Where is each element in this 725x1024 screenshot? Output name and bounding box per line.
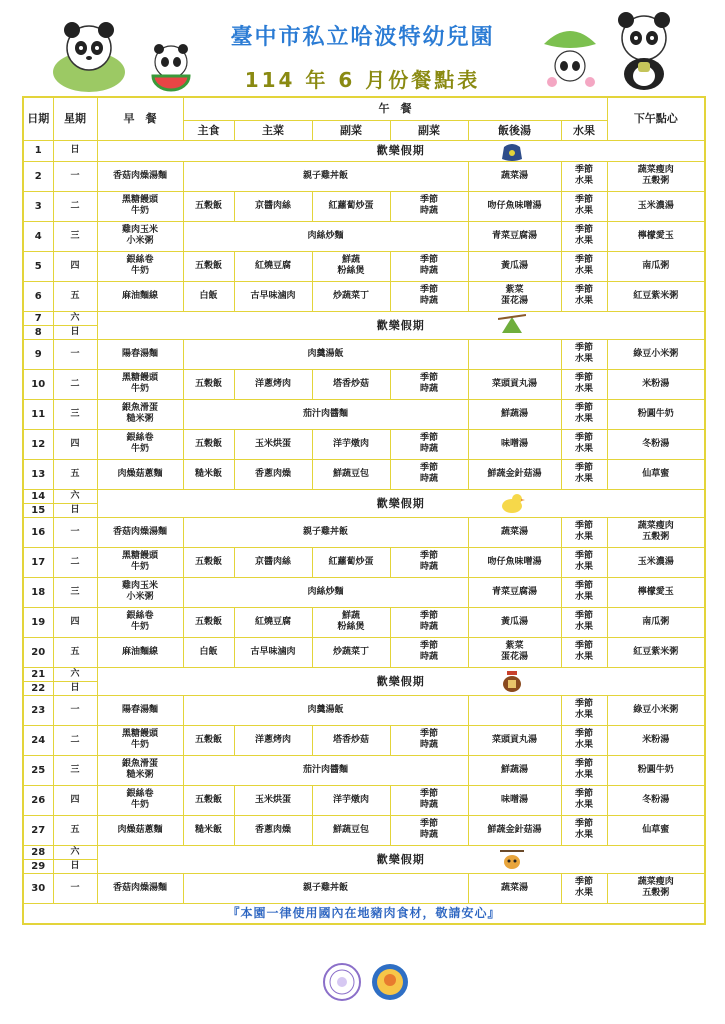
menu-row — [23, 429, 705, 459]
page-title: 臺中市私立哈波特幼兒園 — [230, 25, 495, 50]
main-dish-cell: 京醬肉絲 — [234, 191, 312, 221]
menu-row — [23, 637, 705, 667]
date-cell: 23 — [23, 695, 53, 725]
main-dish-cell: 玉米烘蛋 — [234, 429, 312, 459]
breakfast-cell: 黑糖饅頭 牛奶 — [97, 191, 183, 221]
fruit-cell: 季節 水果 — [561, 873, 607, 903]
snack-cell: 冬粉湯 — [607, 429, 705, 459]
breakfast-cell: 陽春湯麵 — [97, 695, 183, 725]
date-cell: 25 — [23, 755, 53, 785]
side-dish-1-cell: 塔香炒菇 — [312, 725, 390, 755]
side-dish-2-cell: 季節 時蔬 — [390, 191, 468, 221]
menu-row — [23, 607, 705, 637]
staple-cell: 五穀飯 — [183, 785, 234, 815]
breakfast-cell: 麻油麵線 — [97, 281, 183, 311]
breakfast-cell: 黑糖饅頭 牛奶 — [97, 369, 183, 399]
header-staple: 主食 — [183, 120, 234, 140]
soup-cell: 鮮蔬湯 — [468, 399, 561, 429]
date-cell: 15 — [23, 503, 53, 517]
date-cell: 12 — [23, 429, 53, 459]
date-cell: 8 — [23, 325, 53, 339]
soup-cell — [468, 695, 561, 725]
fruit-cell: 季節 水果 — [561, 755, 607, 785]
date-cell: 5 — [23, 251, 53, 281]
soup-cell: 青菜豆腐湯 — [468, 577, 561, 607]
date-cell: 30 — [23, 873, 53, 903]
staple-cell: 白飯 — [183, 637, 234, 667]
date-cell: 27 — [23, 815, 53, 845]
panda-icon — [48, 12, 130, 94]
holiday-row — [23, 311, 705, 325]
fruit-cell: 季節 水果 — [561, 785, 607, 815]
holiday-label: 歡樂假期 — [97, 845, 705, 873]
staple-cell: 五穀飯 — [183, 191, 234, 221]
weekday-cell: 五 — [53, 459, 97, 489]
menu-row — [23, 339, 705, 369]
holiday-label: 歡樂假期 — [97, 489, 705, 517]
snack-cell: 蔬菜瘦肉 五穀粥 — [607, 517, 705, 547]
holiday-row — [23, 667, 705, 681]
header-fruit: 水果 — [561, 120, 607, 140]
side-dish-1-cell: 塔香炒菇 — [312, 369, 390, 399]
fruit-cell: 季節 水果 — [561, 429, 607, 459]
wine-jar-icon — [498, 669, 526, 693]
soup-cell: 鮮蔬金針菇湯 — [468, 815, 561, 845]
staple-cell: 糙米飯 — [183, 815, 234, 845]
lunch-combo-cell: 親子雞丼飯 — [183, 873, 468, 903]
snack-cell: 蔬菜瘦肉 五穀粥 — [607, 161, 705, 191]
side-dish-2-cell: 季節 時蔬 — [390, 547, 468, 577]
date-cell: 29 — [23, 859, 53, 873]
breakfast-cell: 香菇肉燥湯麵 — [97, 161, 183, 191]
weekday-cell: 二 — [53, 369, 97, 399]
weekday-cell: 六 — [53, 845, 97, 859]
soup-cell: 黃瓜湯 — [468, 251, 561, 281]
lunch-combo-cell: 肉絲炒麵 — [183, 577, 468, 607]
date-cell: 1 — [23, 140, 53, 161]
fruit-cell: 季節 水果 — [561, 221, 607, 251]
snack-cell: 玉米濃湯 — [607, 191, 705, 221]
snack-cell: 綠豆小米粥 — [607, 695, 705, 725]
fruit-cell: 季節 水果 — [561, 369, 607, 399]
main-dish-cell: 古早味滷肉 — [234, 281, 312, 311]
main-dish-cell: 洋蔥烤肉 — [234, 369, 312, 399]
date-cell: 4 — [23, 221, 53, 251]
meal-table — [22, 96, 706, 925]
date-cell: 6 — [23, 281, 53, 311]
main-dish-cell: 玉米烘蛋 — [234, 785, 312, 815]
date-cell: 9 — [23, 339, 53, 369]
menu-row — [23, 873, 705, 903]
fruit-cell: 季節 水果 — [561, 339, 607, 369]
breakfast-cell: 陽春湯麵 — [97, 339, 183, 369]
weekday-cell: 三 — [53, 577, 97, 607]
soup-cell: 青菜豆腐湯 — [468, 221, 561, 251]
zongzi-icon — [498, 313, 526, 337]
date-cell: 28 — [23, 845, 53, 859]
main-dish-cell: 京醬肉絲 — [234, 547, 312, 577]
date-cell: 7 — [23, 311, 53, 325]
date-cell: 21 — [23, 667, 53, 681]
menu-row — [23, 815, 705, 845]
weekday-cell: 四 — [53, 607, 97, 637]
main-dish-cell: 香蔥肉燥 — [234, 815, 312, 845]
staple-cell: 五穀飯 — [183, 547, 234, 577]
weekday-cell: 三 — [53, 399, 97, 429]
weekday-cell: 五 — [53, 281, 97, 311]
weekday-cell: 一 — [53, 517, 97, 547]
menu-row — [23, 695, 705, 725]
breakfast-cell: 銀魚滑蛋 糙米粥 — [97, 755, 183, 785]
holiday-row — [23, 845, 705, 859]
fruit-cell: 季節 水果 — [561, 399, 607, 429]
soup-cell: 菜頭貢丸湯 — [468, 369, 561, 399]
weekday-cell: 六 — [53, 667, 97, 681]
side-dish-1-cell: 鮮蔬豆包 — [312, 459, 390, 489]
breakfast-cell: 銀絲卷 牛奶 — [97, 607, 183, 637]
snack-cell: 仙草蜜 — [607, 815, 705, 845]
lunch-combo-cell: 親子雞丼飯 — [183, 517, 468, 547]
date-cell: 19 — [23, 607, 53, 637]
fruit-cell: 季節 水果 — [561, 637, 607, 667]
breakfast-cell: 銀魚滑蛋 糙米粥 — [97, 399, 183, 429]
snack-cell: 檸檬愛玉 — [607, 577, 705, 607]
header-snack: 下午點心 — [607, 97, 705, 140]
main-dish-cell: 洋蔥烤肉 — [234, 725, 312, 755]
staple-cell: 糙米飯 — [183, 459, 234, 489]
breakfast-cell: 銀絲卷 牛奶 — [97, 429, 183, 459]
menu-row — [23, 547, 705, 577]
main-dish-cell: 香蔥肉燥 — [234, 459, 312, 489]
lunch-combo-cell: 茄汁肉醬麵 — [183, 755, 468, 785]
side-dish-1-cell: 炒蔬菜丁 — [312, 637, 390, 667]
weekday-cell: 日 — [53, 503, 97, 517]
date-cell: 24 — [23, 725, 53, 755]
fruit-cell: 季節 水果 — [561, 459, 607, 489]
weekday-cell: 日 — [53, 140, 97, 161]
lunch-combo-cell: 肉羹湯飯 — [183, 339, 468, 369]
snack-cell: 紅豆紫米粥 — [607, 637, 705, 667]
snack-cell: 仙草蜜 — [607, 459, 705, 489]
fruit-cell: 季節 水果 — [561, 607, 607, 637]
sachet-icon — [498, 140, 526, 161]
side-dish-1-cell: 洋芋燉肉 — [312, 785, 390, 815]
fruit-cell: 季節 水果 — [561, 695, 607, 725]
page-subtitle: 114 年 6 月份餐點表 — [244, 68, 481, 92]
breakfast-cell: 雞肉玉米 小米粥 — [97, 221, 183, 251]
date-cell: 14 — [23, 489, 53, 503]
soup-cell — [468, 339, 561, 369]
weekday-cell: 四 — [53, 785, 97, 815]
weekday-cell: 五 — [53, 637, 97, 667]
fruit-cell: 季節 水果 — [561, 577, 607, 607]
soup-cell: 鮮蔬湯 — [468, 755, 561, 785]
holiday-label: 歡樂假期 — [97, 667, 705, 695]
main-dish-cell: 紅燒豆腐 — [234, 251, 312, 281]
snack-cell: 米粉湯 — [607, 369, 705, 399]
side-dish-1-cell: 紅蘿蔔炒蛋 — [312, 547, 390, 577]
main-dish-cell: 古早味滷肉 — [234, 637, 312, 667]
snack-cell: 南瓜粥 — [607, 251, 705, 281]
fruit-cell: 季節 水果 — [561, 161, 607, 191]
breakfast-cell: 香菇肉燥湯麵 — [97, 873, 183, 903]
menu-row — [23, 517, 705, 547]
side-dish-2-cell: 季節 時蔬 — [390, 459, 468, 489]
header-breakfast: 早 餐 — [97, 97, 183, 140]
menu-row — [23, 369, 705, 399]
menu-row — [23, 251, 705, 281]
breakfast-cell: 雞肉玉米 小米粥 — [97, 577, 183, 607]
lunch-combo-cell: 親子雞丼飯 — [183, 161, 468, 191]
soup-cell: 蔬菜湯 — [468, 517, 561, 547]
snack-cell: 粉圓牛奶 — [607, 399, 705, 429]
snack-cell: 米粉湯 — [607, 725, 705, 755]
weekday-cell: 二 — [53, 547, 97, 577]
date-cell: 26 — [23, 785, 53, 815]
lunch-combo-cell: 肉羹湯飯 — [183, 695, 468, 725]
main-dish-cell: 紅燒豆腐 — [234, 607, 312, 637]
date-cell: 20 — [23, 637, 53, 667]
menu-row — [23, 755, 705, 785]
weekday-cell: 五 — [53, 815, 97, 845]
header-soup: 飯後湯 — [468, 120, 561, 140]
date-cell: 13 — [23, 459, 53, 489]
menu-row — [23, 221, 705, 251]
holiday-row — [23, 140, 705, 161]
snack-cell: 綠豆小米粥 — [607, 339, 705, 369]
date-cell: 2 — [23, 161, 53, 191]
date-cell: 10 — [23, 369, 53, 399]
soup-cell: 黃瓜湯 — [468, 607, 561, 637]
school-badge-icon — [370, 962, 410, 1002]
date-cell: 18 — [23, 577, 53, 607]
date-cell: 22 — [23, 681, 53, 695]
staple-cell: 五穀飯 — [183, 429, 234, 459]
date-cell: 11 — [23, 399, 53, 429]
weekday-cell: 日 — [53, 859, 97, 873]
breakfast-cell: 黑糖饅頭 牛奶 — [97, 547, 183, 577]
side-dish-2-cell: 季節 時蔬 — [390, 725, 468, 755]
staple-cell: 五穀飯 — [183, 725, 234, 755]
breakfast-cell: 香菇肉燥湯麵 — [97, 517, 183, 547]
menu-row — [23, 459, 705, 489]
bat-icon — [498, 847, 526, 871]
lunch-combo-cell: 茄汁肉醬麵 — [183, 399, 468, 429]
side-dish-2-cell: 季節 時蔬 — [390, 429, 468, 459]
snack-cell: 蔬菜瘦肉 五穀粥 — [607, 873, 705, 903]
date-cell: 3 — [23, 191, 53, 221]
menu-row — [23, 399, 705, 429]
side-dish-1-cell: 洋芋燉肉 — [312, 429, 390, 459]
breakfast-cell: 銀絲卷 牛奶 — [97, 251, 183, 281]
snack-cell: 玉米濃湯 — [607, 547, 705, 577]
weekday-cell: 四 — [53, 429, 97, 459]
weekday-cell: 三 — [53, 221, 97, 251]
breakfast-cell: 麻油麵線 — [97, 637, 183, 667]
weekday-cell: 一 — [53, 873, 97, 903]
soup-cell: 菜頭貢丸湯 — [468, 725, 561, 755]
soup-cell: 蔬菜湯 — [468, 161, 561, 191]
weekday-cell: 六 — [53, 311, 97, 325]
header-main-dish: 主菜 — [234, 120, 312, 140]
holiday-label: 歡樂假期 — [97, 311, 705, 339]
side-dish-1-cell: 鮮蔬 粉絲煲 — [312, 251, 390, 281]
staple-cell: 五穀飯 — [183, 369, 234, 399]
soup-cell: 蔬菜湯 — [468, 873, 561, 903]
soup-cell: 味噌湯 — [468, 785, 561, 815]
side-dish-2-cell: 季節 時蔬 — [390, 251, 468, 281]
weekday-cell: 二 — [53, 725, 97, 755]
weekday-cell: 三 — [53, 755, 97, 785]
weekday-cell: 日 — [53, 325, 97, 339]
date-cell: 17 — [23, 547, 53, 577]
panda-lotus-icon — [540, 22, 600, 90]
header-date: 日期 — [23, 97, 53, 140]
date-cell: 16 — [23, 517, 53, 547]
panda-tea-icon — [608, 8, 680, 92]
fruit-cell: 季節 水果 — [561, 517, 607, 547]
side-dish-1-cell: 鮮蔬豆包 — [312, 815, 390, 845]
snack-cell: 冬粉湯 — [607, 785, 705, 815]
weekday-cell: 一 — [53, 695, 97, 725]
soup-cell: 吻仔魚味噌湯 — [468, 547, 561, 577]
holiday-row — [23, 489, 705, 503]
school-seal-icon — [322, 962, 362, 1002]
menu-row — [23, 577, 705, 607]
menu-row — [23, 281, 705, 311]
fruit-cell: 季節 水果 — [561, 251, 607, 281]
soup-cell: 紫菜 蛋花湯 — [468, 637, 561, 667]
menu-row — [23, 161, 705, 191]
header-lunch: 午 餐 — [183, 97, 607, 120]
side-dish-2-cell: 季節 時蔬 — [390, 637, 468, 667]
weekday-cell: 二 — [53, 191, 97, 221]
weekday-cell: 六 — [53, 489, 97, 503]
soup-cell: 味噌湯 — [468, 429, 561, 459]
snack-cell: 粉圓牛奶 — [607, 755, 705, 785]
staple-cell: 五穀飯 — [183, 251, 234, 281]
fruit-cell: 季節 水果 — [561, 547, 607, 577]
header-weekday: 星期 — [53, 97, 97, 140]
header-side-dish-1: 副菜 — [312, 120, 390, 140]
header-side-dish-2: 副菜 — [390, 120, 468, 140]
soup-cell: 吻仔魚味噌湯 — [468, 191, 561, 221]
side-dish-2-cell: 季節 時蔬 — [390, 815, 468, 845]
snack-cell: 紅豆紫米粥 — [607, 281, 705, 311]
staple-cell: 白飯 — [183, 281, 234, 311]
snack-cell: 檸檬愛玉 — [607, 221, 705, 251]
side-dish-2-cell: 季節 時蔬 — [390, 607, 468, 637]
weekday-cell: 四 — [53, 251, 97, 281]
breakfast-cell: 銀絲卷 牛奶 — [97, 785, 183, 815]
panda-watermelon-icon — [145, 40, 197, 92]
lunch-combo-cell: 肉絲炒麵 — [183, 221, 468, 251]
soup-cell: 紫菜 蛋花湯 — [468, 281, 561, 311]
snack-cell: 南瓜粥 — [607, 607, 705, 637]
side-dish-1-cell: 鮮蔬 粉絲煲 — [312, 607, 390, 637]
menu-row — [23, 785, 705, 815]
side-dish-1-cell: 紅蘿蔔炒蛋 — [312, 191, 390, 221]
side-dish-2-cell: 季節 時蔬 — [390, 785, 468, 815]
weekday-cell: 一 — [53, 339, 97, 369]
menu-row — [23, 191, 705, 221]
breakfast-cell: 肉燥菇蔥麵 — [97, 815, 183, 845]
fruit-cell: 季節 水果 — [561, 815, 607, 845]
side-dish-1-cell: 炒蔬菜丁 — [312, 281, 390, 311]
staple-cell: 五穀飯 — [183, 607, 234, 637]
menu-row — [23, 725, 705, 755]
side-dish-2-cell: 季節 時蔬 — [390, 369, 468, 399]
pork-notice: 『本園一律使用國內在地豬肉食材，敬請安心』 — [23, 903, 705, 924]
soup-cell: 鮮蔬金針菇湯 — [468, 459, 561, 489]
breakfast-cell: 黑糖饅頭 牛奶 — [97, 725, 183, 755]
holiday-label: 歡樂假期 — [97, 140, 705, 161]
duck-icon — [498, 491, 526, 515]
fruit-cell: 季節 水果 — [561, 191, 607, 221]
side-dish-2-cell: 季節 時蔬 — [390, 281, 468, 311]
fruit-cell: 季節 水果 — [561, 281, 607, 311]
weekday-cell: 日 — [53, 681, 97, 695]
fruit-cell: 季節 水果 — [561, 725, 607, 755]
breakfast-cell: 肉燥菇蔥麵 — [97, 459, 183, 489]
weekday-cell: 一 — [53, 161, 97, 191]
